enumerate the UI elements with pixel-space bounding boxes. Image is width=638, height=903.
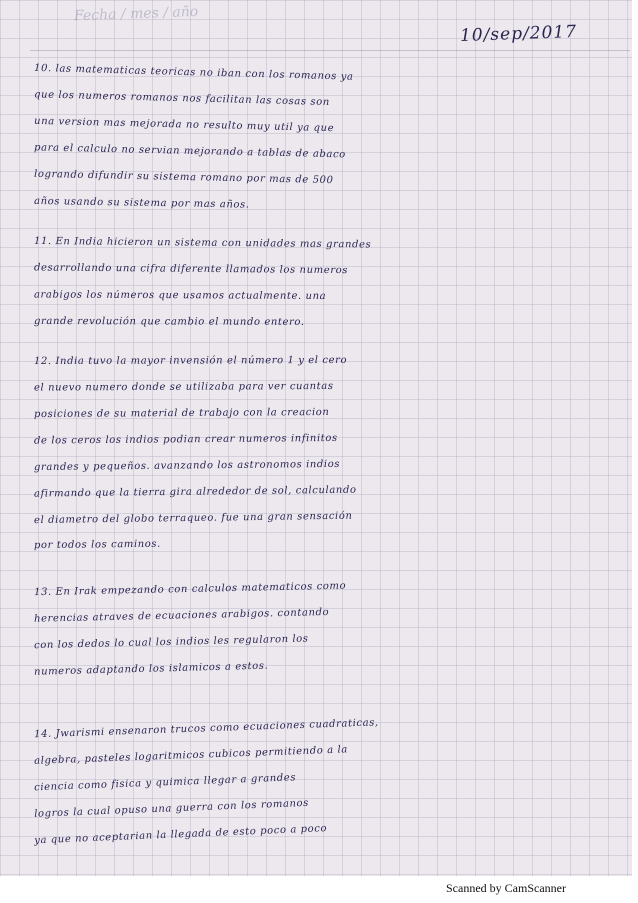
text-line: arabigos los números que usamos actualmente. una xyxy=(33,289,327,302)
text-line: ciencia como fisica y quimica llegar a grandes xyxy=(33,772,297,794)
paragraph-14 xyxy=(33,712,624,847)
text-line: 11. En India hicieron un sistema con unidades mas grandes xyxy=(33,235,372,251)
text-line: el nuevo numero donde se utilizaba para ver cuantas xyxy=(33,380,334,394)
paragraph-12 xyxy=(34,348,624,556)
text-line: con los dedos lo cual los indios les regularon los xyxy=(33,633,309,652)
text-line: años usando su sistema por mas años. xyxy=(33,195,250,211)
text-line: ya que no aceptarian la llegada de esto poco a poco xyxy=(34,823,328,847)
text-line: algebra, pasteles logaritmicos cubicos permitiendo a la xyxy=(33,744,349,767)
header-band xyxy=(30,0,630,51)
faint-header-text: Fecha / mes / año xyxy=(73,3,199,25)
footer xyxy=(0,876,638,903)
text-line: posiciones de su material de trabajo con la creacion xyxy=(33,406,330,421)
paragraph-13 xyxy=(34,574,624,678)
text-line: afirmando que la tierra gira alrededor de sol, calculando xyxy=(33,484,357,500)
text-line: numeros adaptando los islamicos a estos. xyxy=(33,660,269,678)
scanner-watermark: Scanned by CamScanner xyxy=(446,881,566,895)
text-line: herencias atraves de ecuaciones arabigos. contando xyxy=(33,606,330,625)
text-line: el diametro del globo terraqueo. fue una gran sensación xyxy=(33,510,353,527)
text-line: logros la cual opuso una guerra con los romanos xyxy=(33,797,310,820)
text-line: una version mas mejorada no resulto muy util ya que xyxy=(33,115,335,135)
text-line: de los ceros los indios podian crear numeros infinitos xyxy=(33,432,338,447)
text-line: por todos los caminos. xyxy=(33,538,161,552)
date: 10/sep/2017 xyxy=(459,21,578,47)
text-line: 12. India tuvo la mayor invensión el número 1 y el cero xyxy=(33,354,348,368)
paragraph-11 xyxy=(34,232,624,336)
text-line: 10. las matematicas teoricas no iban con los romanos ya xyxy=(33,62,354,83)
paragraph-10 xyxy=(34,64,624,220)
text-line: 13. En Irak empezando con calculos matematicos como xyxy=(33,580,347,599)
text-line: logrando difundir su sistema romano por mas de 500 xyxy=(33,168,334,187)
text-line: para el calculo no servian mejorando a tablas de abaco xyxy=(33,142,346,161)
text-line: que los numeros romanos nos facilitan las cosas son xyxy=(33,89,330,109)
text-line: desarrollando una cifra diferente llamados los numeros xyxy=(33,262,349,277)
text-line: grande revolución que cambio el mundo entero. xyxy=(33,315,305,328)
text-line: 14. Jwarismi ensenaron trucos como ecuaciones cuadraticas, xyxy=(33,717,379,741)
text-line: grandes y pequeños. avanzando los astronomos indios xyxy=(33,458,341,474)
